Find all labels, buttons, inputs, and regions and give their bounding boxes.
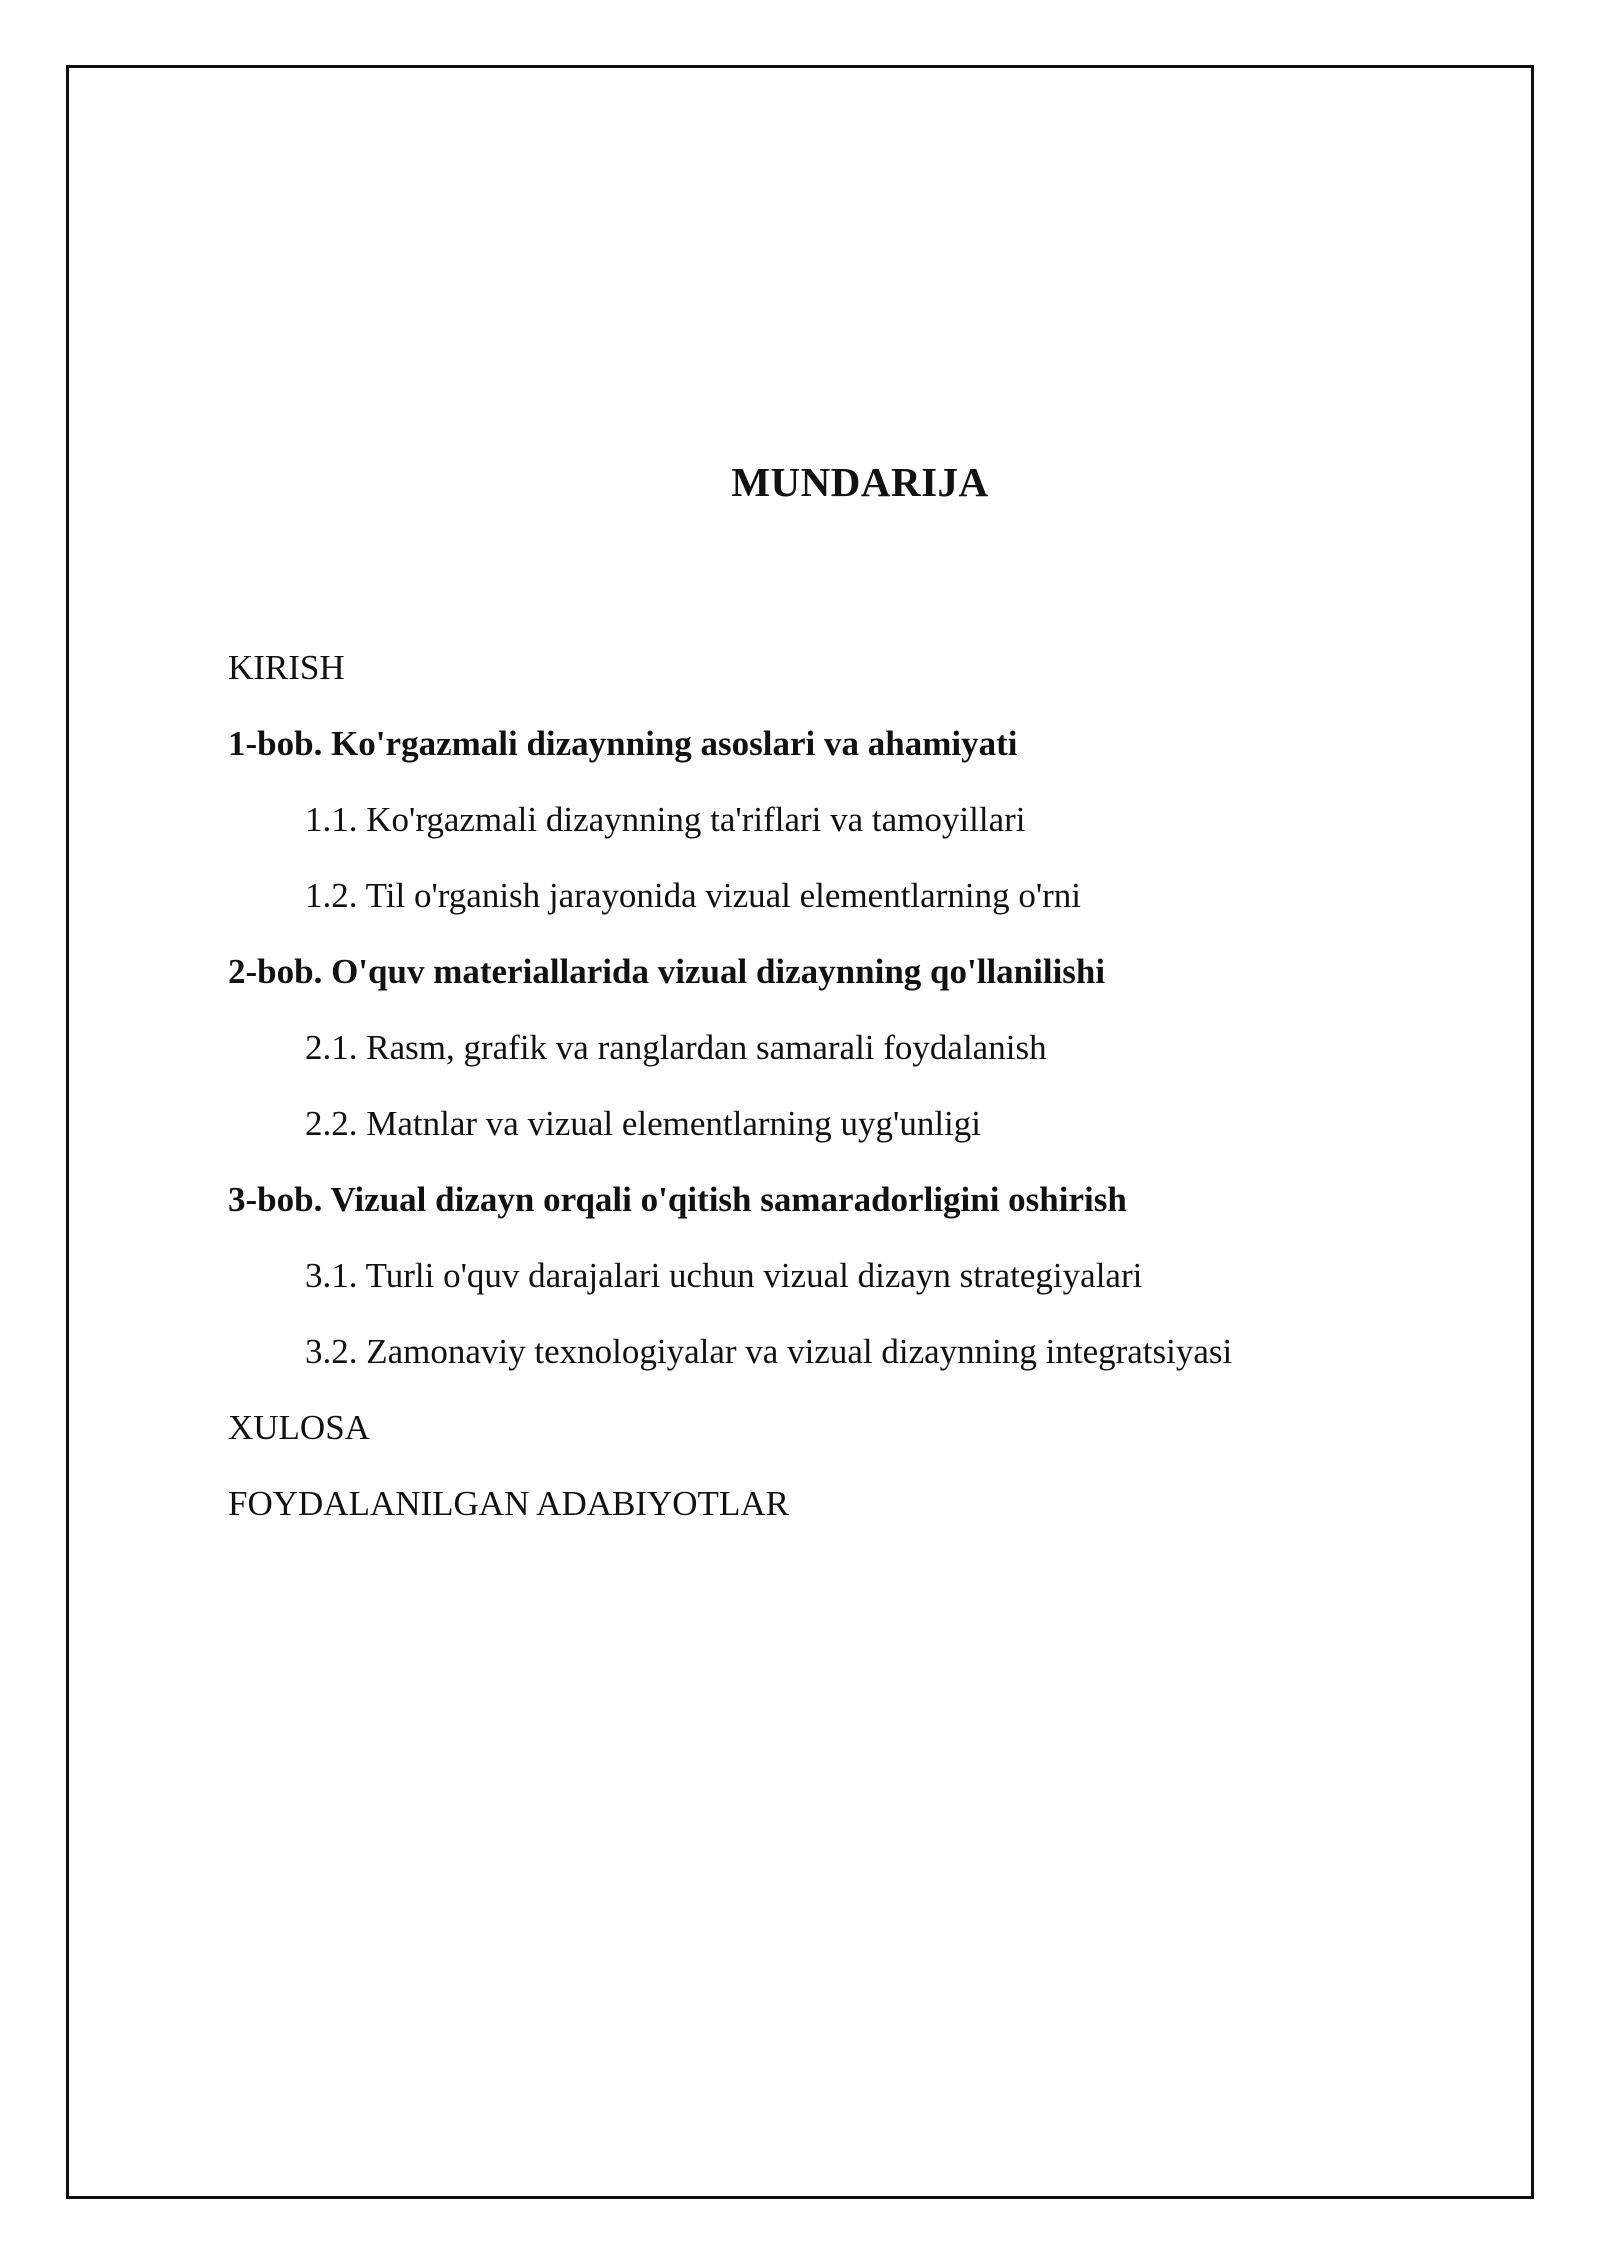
toc-entry-section-2-1: 2.1. Rasm, grafik va ranglardan samarali foydalanish xyxy=(305,1028,1047,1067)
table-of-contents xyxy=(228,640,1448,1552)
toc-entry-section-3-2: 3.2. Zamonaviy texnologiyalar va vizual dizaynning integratsiyasi xyxy=(305,1332,1233,1371)
toc-entry-section-2-2: 2.2. Matnlar va vizual elementlarning uyg'unligi xyxy=(305,1104,981,1143)
toc-entry-references: FOYDALANILGAN ADABIYOTLAR xyxy=(228,1484,789,1523)
toc-entry-chapter-3: 3-bob. Vizual dizayn orqali o'qitish samaradorligini oshirish xyxy=(228,1180,1127,1219)
toc-entry-section-1-1: 1.1. Ko'rgazmali dizaynning ta'riflari va tamoyillari xyxy=(305,800,1026,839)
toc-entry-introduction: KIRISH xyxy=(228,648,345,687)
toc-entry-section-3-1: 3.1. Turli o'quv darajalari uchun vizual dizayn strategiyalari xyxy=(305,1256,1143,1295)
toc-entry-conclusion: XULOSA xyxy=(228,1408,370,1447)
toc-entry-chapter-1: 1-bob. Ko'rgazmali dizaynning asoslari va ahamiyati xyxy=(228,724,1018,763)
toc-title: MUNDARIJA xyxy=(731,459,989,505)
toc-entry-section-1-2: 1.2. Til o'rganish jarayonida vizual elementlarning o'rni xyxy=(305,876,1081,915)
toc-entry-chapter-2: 2-bob. O'quv materiallarida vizual dizaynning qo'llanilishi xyxy=(228,952,1106,991)
